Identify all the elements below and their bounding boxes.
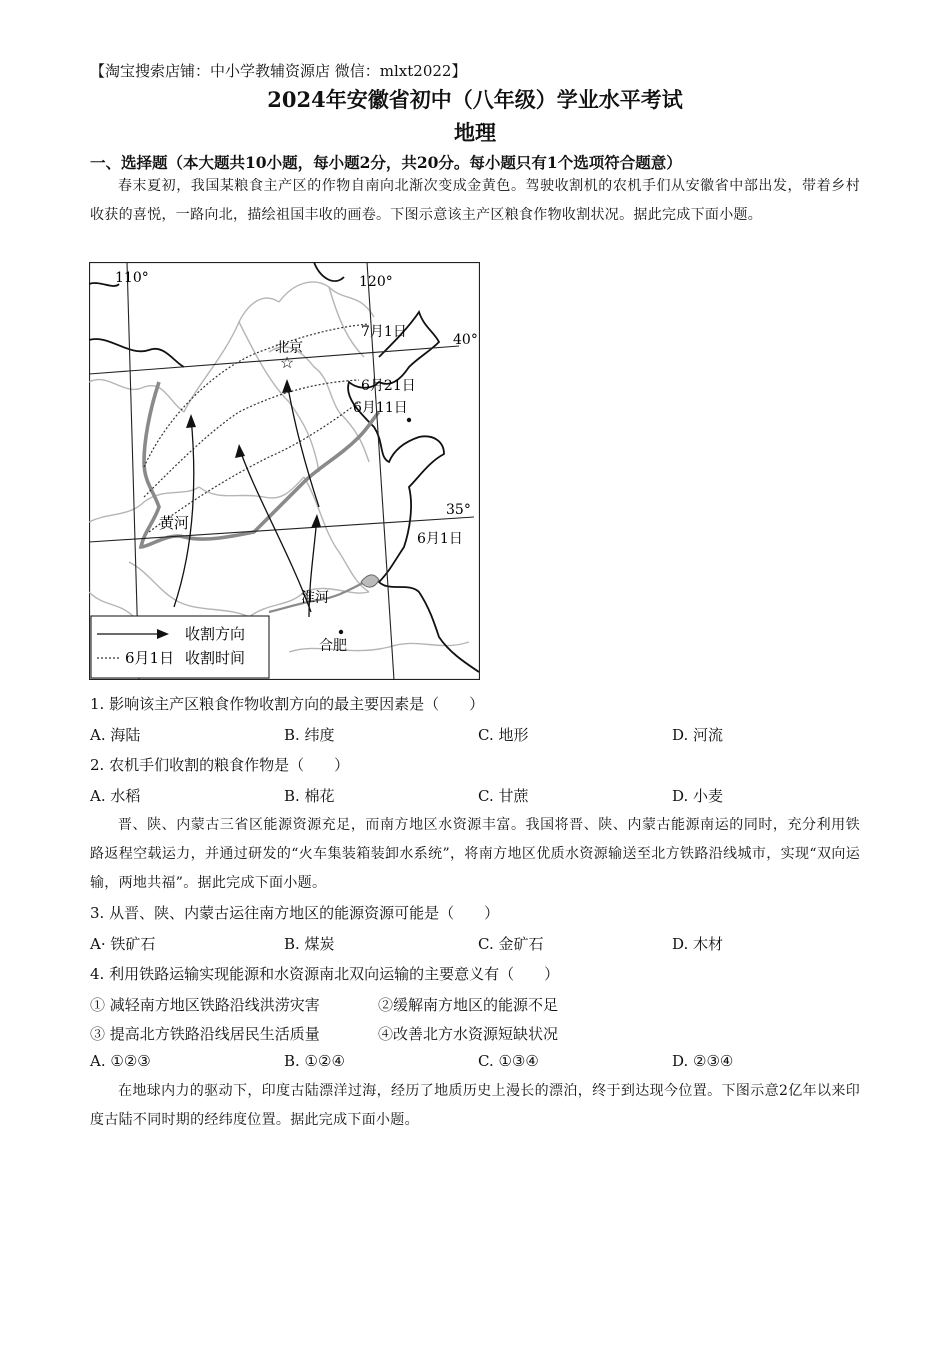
date-jun21-label: 6月21日 — [361, 378, 416, 394]
legend-arrow-label: 收割方向 — [185, 625, 246, 643]
city-dot — [407, 418, 411, 422]
beijing-label: 北京 — [275, 340, 303, 356]
q2-option-a[interactable]: A. 水稻 — [90, 787, 141, 805]
q2-option-c[interactable]: C. 甘蔗 — [478, 787, 529, 805]
beijing-star-icon: ☆ — [279, 353, 295, 372]
q2-option-d[interactable]: D. 小麦 — [672, 787, 724, 805]
q4-option-d[interactable]: D. ②③④ — [672, 1052, 734, 1070]
lon-110-label: 110° — [115, 270, 149, 286]
hefei-label: 合肥 — [319, 638, 347, 654]
q1-option-d[interactable]: D. 河流 — [672, 726, 724, 744]
harvest-map — [89, 262, 480, 680]
question-3-stem: 3. 从晋、陕、内蒙古运往南方地区的能源资源可能是（ ） — [90, 904, 500, 922]
question-4-stem: 4. 利用铁路运输实现能源和水资源南北双向运输的主要意义有（ ） — [90, 965, 560, 983]
q3-option-c[interactable]: C. 金矿石 — [478, 935, 544, 953]
legend-dash-date: 6月1日 — [125, 649, 175, 667]
exam-title: 2024年安徽省初中（八年级）学业水平考试 — [267, 87, 683, 112]
date-jul1-label: 7月1日 — [361, 324, 407, 340]
passage-2: 晋、陕、内蒙古三省区能源资源充足，而南方地区水资源丰富。我国将晋、陕、内蒙古能源南运的同时，充分利用铁路返程空载运力，并通过研发的“火车集装箱装卸水系统”，将南方地区优质水资源输送至北方铁路沿线城市，实现“双向运输，两地共福”。据此完成下面小题。 — [90, 817, 860, 891]
legend-dash-label: 收割时间 — [185, 649, 246, 667]
question-2-stem: 2. 农机手们收割的粮食作物是（ ） — [90, 756, 350, 774]
q3-option-a[interactable]: A· 铁矿石 — [90, 935, 156, 953]
q1-option-a[interactable]: A. 海陆 — [90, 726, 141, 744]
hefei-dot — [339, 630, 343, 634]
passage-1: 春末夏初，我国某粮食主产区的作物自南向北渐次变成金黄色。驾驶收割机的农机手们从安徽省中部出发，带着乡村收获的喜悦，一路向北，描绘祖国丰收的画卷。下图示意该主产区粮食作物收割状况。据此完成下面小题。 — [90, 178, 860, 223]
date-jun11-label: 6月11日 — [353, 400, 408, 416]
question-1-stem: 1. 影响该主产区粮食作物收割方向的最主要因素是（ ） — [90, 695, 485, 713]
q4-item-2: ②缓解南方地区的能源不足 — [378, 996, 559, 1014]
section-heading: 一、选择题（本大题共10小题，每小题2分，共20分。每小题只有1个选项符合题意） — [90, 153, 682, 172]
yellow-river-label: 黄河 — [159, 514, 190, 532]
q4-option-b[interactable]: B. ①②④ — [284, 1052, 345, 1070]
passage-3: 在地球内力的驱动下，印度古陆漂洋过海，经历了地质历史上漫长的漂泊，终于到达现今位置。下图示意2亿年以来印度古陆不同时期的经纬度位置。据此完成下面小题。 — [90, 1083, 860, 1128]
q4-item-4: ④改善北方水资源短缺状况 — [378, 1025, 559, 1043]
date-jun1-label: 6月1日 — [417, 531, 463, 547]
q4-item-3: ③ 提高北方铁路沿线居民生活质量 — [90, 1025, 320, 1043]
lat-35-label: 35° — [446, 502, 471, 518]
q1-option-b[interactable]: B. 纬度 — [284, 726, 335, 744]
q4-item-1: ① 减轻南方地区铁路沿线洪涝灾害 — [90, 996, 320, 1014]
q1-option-c[interactable]: C. 地形 — [478, 726, 529, 744]
lon-120-label: 120° — [359, 274, 393, 290]
huai-river-label: 淮河 — [301, 590, 329, 606]
shop-banner: 【淘宝搜索店铺：中小学教辅资源店 微信：mlxt2022】 — [90, 62, 467, 80]
q2-option-b[interactable]: B. 棉花 — [284, 787, 335, 805]
lat-40-label: 40° — [453, 332, 478, 348]
map-legend — [91, 616, 269, 678]
q4-option-c[interactable]: C. ①③④ — [478, 1052, 539, 1070]
subject-title: 地理 — [454, 120, 496, 145]
q3-option-d[interactable]: D. 木材 — [672, 935, 724, 953]
q3-option-b[interactable]: B. 煤炭 — [284, 935, 335, 953]
q4-option-a[interactable]: A. ①②③ — [90, 1052, 151, 1070]
